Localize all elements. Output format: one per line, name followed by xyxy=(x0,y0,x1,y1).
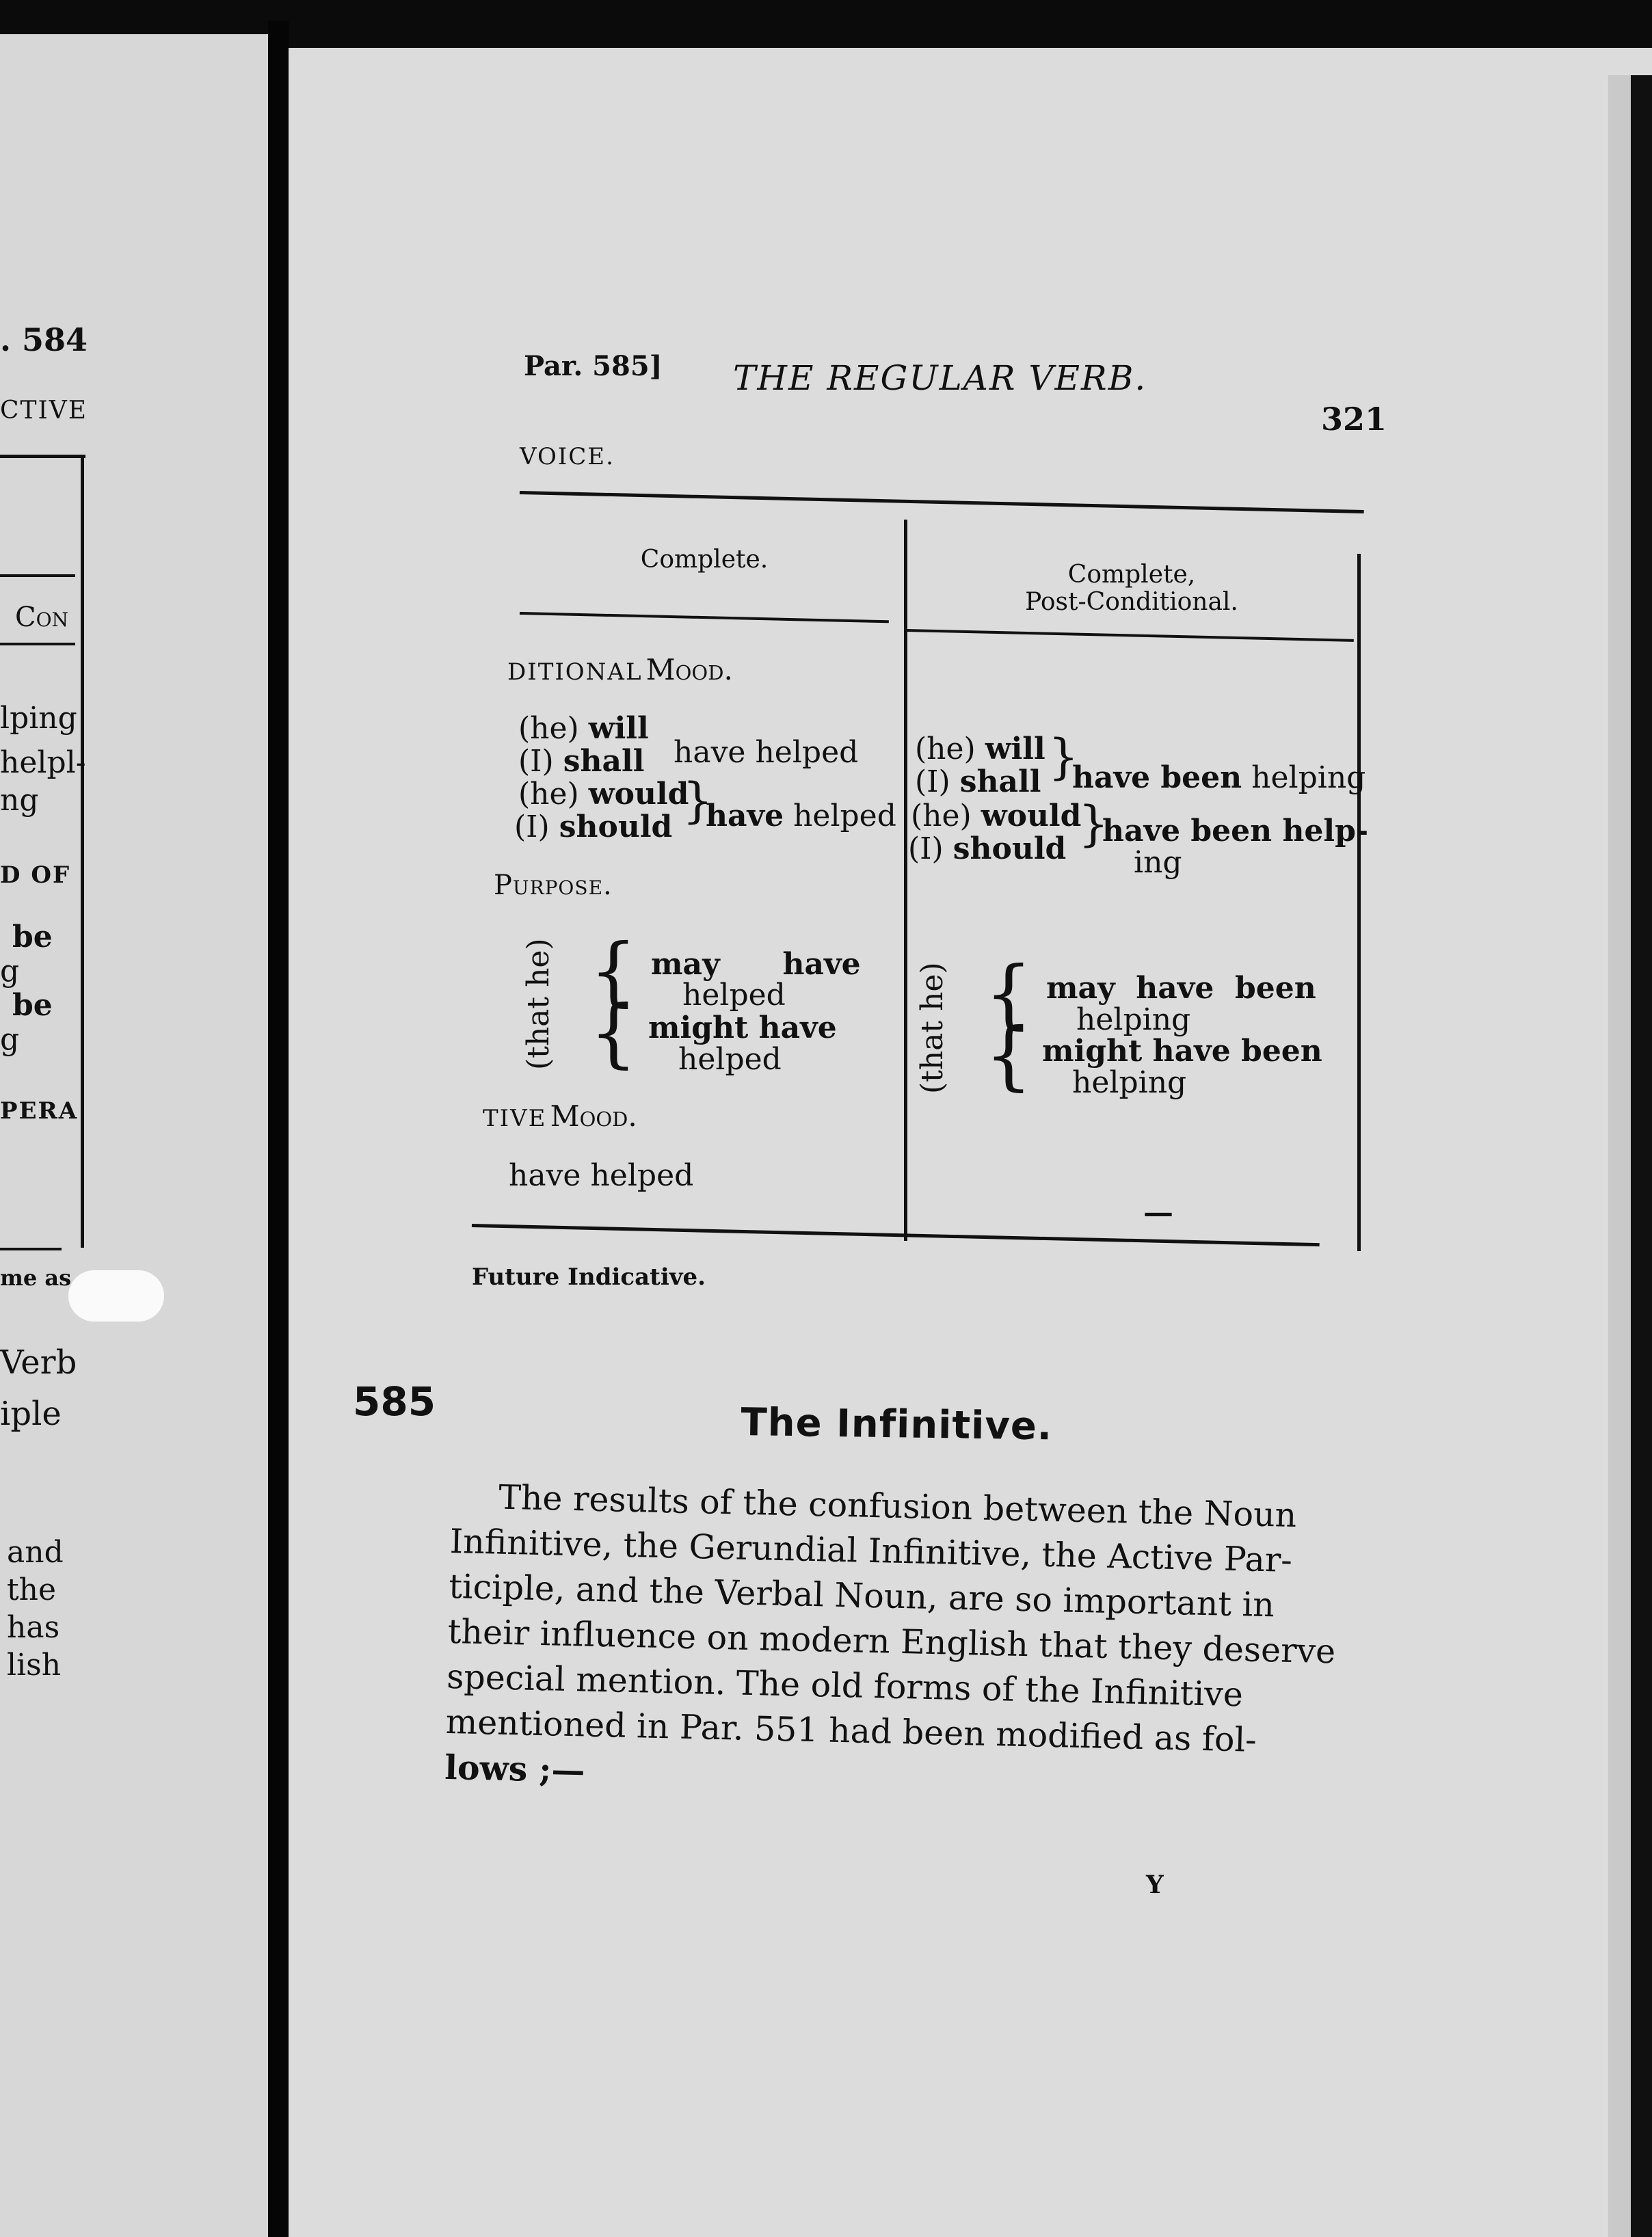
pronoun-i-2: (I) xyxy=(514,809,550,844)
complete-helped-may: helped xyxy=(682,978,786,1013)
conditional-heading-large: Mood. xyxy=(645,653,733,686)
brace-purpose-post-bottom: { xyxy=(985,1011,1032,1099)
paragraph-line: The results of the confusion between the Noun xyxy=(498,1477,1297,1536)
left-lping: lping xyxy=(0,701,77,736)
left-rule-3 xyxy=(0,643,75,645)
left-dof: D OF xyxy=(0,861,71,889)
header-paragraph-ref: Par. 585] xyxy=(524,350,663,382)
post-helping: helping xyxy=(1251,760,1366,795)
brace-would-should: } xyxy=(682,773,713,829)
post-aux-will: will xyxy=(985,732,1045,766)
left-verb: Verb xyxy=(0,1343,77,1382)
post-have-been-helping xyxy=(1072,760,1365,795)
post-pronoun-he-2: (he) xyxy=(911,799,972,833)
left-g-1: g xyxy=(0,954,20,989)
column-heading-complete-post: Complete, xyxy=(1067,561,1196,589)
post-pronoun-i: (I) xyxy=(915,764,950,799)
paragraph-line: their influence on modern English that they deserve xyxy=(447,1611,1336,1672)
aux-should: should xyxy=(559,809,673,844)
signature-mark: Y xyxy=(1146,1871,1164,1899)
section-title: The Infinitive. xyxy=(741,1400,1053,1449)
voice-label: VOICE. xyxy=(520,443,615,470)
previous-page-strip xyxy=(0,34,268,2237)
conditional-heading-small: DITIONAL xyxy=(507,658,643,686)
post-have-been-help: have been help- xyxy=(1102,814,1369,848)
left-has: has xyxy=(7,1610,60,1645)
column-divider xyxy=(904,520,907,1241)
imperative-complete: have helped xyxy=(509,1158,694,1193)
complete-he-will xyxy=(518,711,649,746)
paragraph-line: special mention. The old forms of the Infinitive xyxy=(446,1657,1244,1715)
post-he-would xyxy=(911,799,1081,833)
brace-purpose-top: { xyxy=(589,927,637,1015)
paragraph-line: mentioned in Par. 551 had been modified as fol- xyxy=(445,1702,1257,1760)
page-number: 321 xyxy=(1321,401,1387,438)
complete-he-would xyxy=(518,777,689,812)
post-pronoun-he: (he) xyxy=(915,732,976,766)
table-footnote: Future Indicative. xyxy=(472,1263,706,1291)
imperative-mood-heading xyxy=(483,1099,637,1133)
purpose-heading: Purpose. xyxy=(494,870,613,901)
left-pera: PERA xyxy=(0,1097,79,1125)
complete-i-should xyxy=(514,809,672,844)
left-the: the xyxy=(7,1572,57,1607)
helped-word: helped xyxy=(793,799,896,833)
left-and: and xyxy=(7,1535,64,1570)
brace-would-should-post: } xyxy=(1078,796,1109,852)
complete-have-helped-1: have helped xyxy=(674,735,859,770)
book-gutter xyxy=(268,21,289,2237)
post-helping-may: helping xyxy=(1076,1002,1191,1037)
brace-will-shall: } xyxy=(1048,729,1079,785)
post-have-been: have been xyxy=(1072,760,1242,795)
aux-would: would xyxy=(588,777,689,812)
imperative-post-dash: — xyxy=(1143,1195,1173,1230)
paragraph-line: lows ;— xyxy=(444,1747,586,1791)
post-i-shall xyxy=(915,764,1041,799)
brace-purpose-post-top: { xyxy=(985,950,1032,1037)
post-aux-should: should xyxy=(952,831,1067,866)
left-vertical-rule xyxy=(81,455,84,1248)
left-be-2: be xyxy=(12,988,53,1023)
left-voice-label: CTIVE xyxy=(0,397,88,425)
pronoun-i: (I) xyxy=(518,744,554,779)
post-i-should xyxy=(908,831,1066,866)
post-he-will xyxy=(915,732,1045,766)
have-bold: have xyxy=(706,799,784,833)
column-heading-post-conditional: Post-Conditional. xyxy=(1025,588,1238,616)
page-edge-shadow xyxy=(1631,75,1652,2237)
paper-damage-spot xyxy=(68,1270,164,1322)
complete-might-have: might have xyxy=(648,1010,837,1045)
post-pronoun-i-2: (I) xyxy=(908,831,944,866)
that-he-left: (that he) xyxy=(521,938,556,1070)
imperative-heading-small: TIVE xyxy=(483,1105,547,1132)
conditional-mood-heading xyxy=(507,653,733,686)
post-aux-shall: shall xyxy=(959,764,1041,799)
aux-will: will xyxy=(588,711,649,746)
running-title: THE REGULAR VERB. xyxy=(733,358,1147,398)
left-me-as: me as xyxy=(0,1265,72,1291)
post-might-have-been: might have been xyxy=(1042,1034,1322,1069)
left-rule-2 xyxy=(0,574,75,577)
post-aux-would: would xyxy=(981,799,1082,833)
paragraph-line: ticiple, and the Verbal Noun, are so important in xyxy=(448,1566,1275,1625)
aux-shall: shall xyxy=(563,744,645,779)
complete-have-helped-2 xyxy=(706,799,896,833)
left-help: helpl- xyxy=(0,745,86,780)
imperative-heading-large: Mood. xyxy=(550,1099,637,1133)
column-heading-complete: Complete. xyxy=(640,546,769,574)
table-right-border xyxy=(1357,554,1361,1251)
left-con: Con xyxy=(15,602,69,633)
paragraph-block xyxy=(444,1477,1336,1812)
brace-purpose-bottom: { xyxy=(589,989,637,1076)
left-g-2: g xyxy=(0,1022,20,1057)
left-rule-4 xyxy=(0,1248,62,1250)
post-helping-might: helping xyxy=(1072,1065,1187,1100)
left-be-1: be xyxy=(12,920,53,954)
complete-i-shall xyxy=(518,744,644,779)
complete-may-have: may have xyxy=(651,947,861,982)
post-may-have-been: may have been xyxy=(1046,971,1316,1006)
left-par-ref: . 584 xyxy=(0,321,88,358)
complete-helped-might: helped xyxy=(678,1042,782,1077)
pronoun-he: (he) xyxy=(518,711,579,746)
that-he-right: (that he) xyxy=(915,962,950,1094)
paragraph-line: Infinitive, the Gerundial Infinitive, the Active Par- xyxy=(449,1521,1293,1580)
left-iple: iple xyxy=(0,1395,62,1433)
post-ing: ing xyxy=(1134,845,1182,880)
pronoun-he-2: (he) xyxy=(518,777,579,812)
section-number: 585 xyxy=(353,1378,436,1425)
left-lish: lish xyxy=(7,1648,62,1683)
left-ng: ng xyxy=(0,783,39,818)
left-rule xyxy=(0,455,85,458)
